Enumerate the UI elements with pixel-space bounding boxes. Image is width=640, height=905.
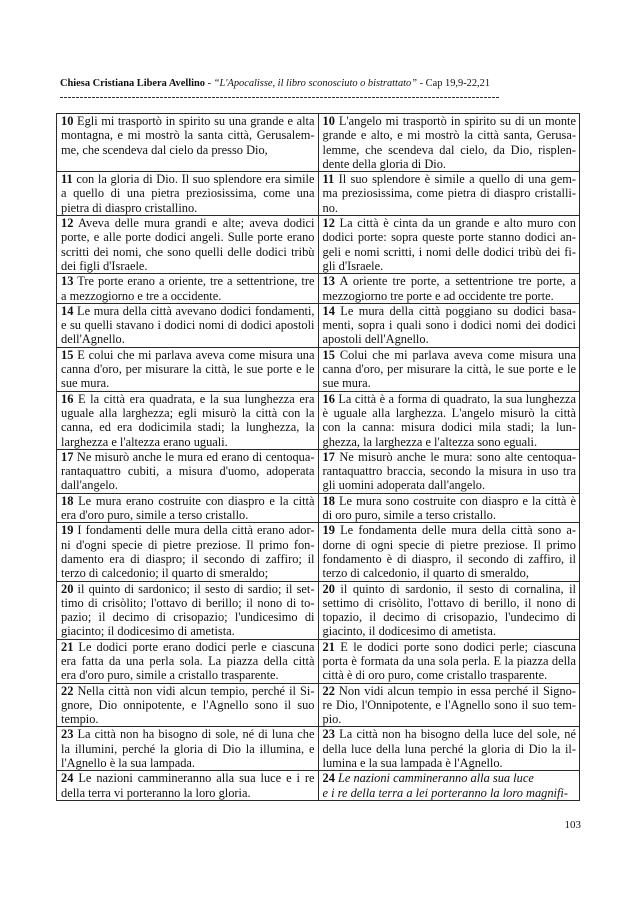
- verse-line: [61, 640, 315, 654]
- verse-line: [61, 348, 315, 362]
- verse-line: [323, 786, 577, 800]
- verse-line: [323, 201, 577, 215]
- verse-row: [57, 172, 580, 216]
- verse-cell-right: [318, 727, 580, 771]
- header-divider: [60, 97, 500, 98]
- verse-text: ma preziosissima, come pietra di diaspro cristalli-: [322, 186, 576, 201]
- verse-cell-left: [57, 683, 319, 727]
- verse-line: [61, 582, 315, 596]
- verse-text: canna d'oro, per misurare la città, le sue porte e le: [322, 362, 576, 377]
- verse-line: [323, 464, 577, 478]
- verse-line: [61, 435, 315, 449]
- verse-line: [323, 523, 577, 537]
- verse-text: con la canna: misura dodici mila stadi; la lun-: [322, 420, 576, 435]
- verse-line: [323, 508, 577, 522]
- verse-row: [57, 727, 580, 771]
- verse-text: timo di crisòlito; l'ottavo di berillo; il nono di to-: [61, 595, 315, 610]
- verse-line: [61, 392, 315, 406]
- verse-line: [61, 230, 315, 244]
- verse-text: l'Agnello è la sua lampada.: [61, 756, 196, 771]
- verse-cell-right: [318, 274, 580, 304]
- verse-line: [61, 523, 315, 537]
- verse-text: I fondamenti delle mura della città erano ador-: [77, 523, 315, 538]
- verse-line: [61, 420, 315, 434]
- verse-text: settimo di crisòlito, l'ottavo di berillo, il nono di: [322, 595, 576, 610]
- verse-text: pietra di diaspro cristallino.: [61, 200, 198, 215]
- verse-number: 23: [61, 727, 74, 742]
- verse-line: [61, 114, 315, 128]
- verse-line: [323, 392, 577, 406]
- verse-text: no.: [322, 200, 338, 215]
- verse-text: Le mura sono costruite con diaspro e la città è: [338, 493, 576, 508]
- verse-line: [323, 698, 577, 712]
- verse-row: [57, 114, 580, 172]
- verse-cell-left: [57, 727, 319, 771]
- verse-text: ni d'ogni specie di pietre preziose. Il primo fon-: [61, 537, 315, 552]
- verse-text: a quello di una pietra preziosissima, come una: [61, 186, 315, 201]
- verse-text: e su quelli stavano i dodici nomi di dodici apostoli: [61, 318, 315, 333]
- verse-line: [323, 289, 577, 303]
- verse-cell-left: [57, 216, 319, 274]
- verse-line: [323, 640, 577, 654]
- verse-row: [57, 347, 580, 391]
- verse-text: E la città era quadrata, e la sua lunghezza era: [78, 391, 315, 406]
- verse-text: Le mura della città avevano dodici fondamenti,: [77, 303, 315, 318]
- verse-cell-right: [318, 216, 580, 274]
- verse-text: E le dodici porte sono dodici perle; ciascuna: [340, 639, 576, 654]
- verse-text: canna, ed era dodicimila stadi; la lunghezza, la: [61, 420, 315, 435]
- header-chapter: - Cap 19,9-22,21: [419, 78, 491, 89]
- verse-line: [323, 450, 577, 464]
- verse-line: [61, 727, 315, 741]
- verse-number: 14: [322, 303, 335, 318]
- verse-row: [57, 303, 580, 347]
- verse-line: [61, 274, 315, 288]
- verse-text: Tre porte erano a oriente, tre a settentrione, tre: [77, 274, 315, 289]
- verse-text: La città non ha bisogno di sole, né di luna che: [77, 727, 315, 742]
- verse-text: sue mura.: [61, 376, 110, 391]
- verse-line: [323, 420, 577, 434]
- verse-line: [323, 742, 577, 756]
- verse-text: menti, sopra i quali sono i dodici nomi dei dodici: [322, 318, 576, 333]
- verse-text: dall'angelo.: [61, 478, 118, 493]
- verse-text: A oriente tre porte, a settentrione tre porte, a: [339, 274, 576, 289]
- verse-number: 18: [322, 493, 335, 508]
- verse-table-body: [57, 114, 580, 801]
- verse-text: dell'Agnello.: [61, 332, 125, 347]
- verse-number: 12: [61, 216, 74, 231]
- verse-text: gli d'Israele.: [322, 258, 384, 273]
- verse-number: 13: [322, 274, 335, 289]
- verse-line: [61, 552, 315, 566]
- verse-text: canna d'oro, per misurare la città, le sue porte e le: [61, 362, 315, 377]
- verse-number: 16: [322, 391, 335, 406]
- verse-text: Ne misurò anche le mura: sono alte centoqua-: [339, 449, 576, 464]
- verse-line: [323, 230, 577, 244]
- verse-cell-right: [318, 303, 580, 347]
- verse-line: [323, 318, 577, 332]
- verse-line: [61, 216, 315, 230]
- verse-text: Non vidi alcun tempio in essa perché il Signo-: [338, 683, 576, 698]
- verse-number: 19: [322, 523, 335, 538]
- verse-text: gnore, Dio onnipotente, e l'Agnello sono il suo: [61, 697, 315, 712]
- verse-cell-left: [57, 771, 319, 801]
- verse-line: [323, 362, 577, 376]
- verse-text: di oro puro, simile a terso cristallo.: [322, 508, 496, 523]
- verse-line: [61, 376, 315, 390]
- verse-text: pio.: [322, 712, 342, 727]
- verse-number: 12: [322, 216, 335, 231]
- verse-number: 16: [61, 391, 74, 406]
- verse-line: [323, 245, 577, 259]
- page-number: 103: [564, 819, 581, 831]
- verse-text: fondamento è di diaspro, il secondo di zaffiro, il: [322, 551, 576, 566]
- verse-line: [323, 610, 577, 624]
- verse-text: il quinto di sardonio, il sesto di cornalina, il: [340, 581, 576, 596]
- verse-line: [61, 654, 315, 668]
- verse-line: [61, 406, 315, 420]
- verse-text: Aveva delle mura grandi e alte; aveva dodici: [78, 216, 315, 231]
- verse-line: [323, 259, 577, 273]
- verse-text: era d'oro puro, simile a terso cristallo.: [61, 508, 249, 523]
- verse-line: [61, 478, 315, 492]
- verse-line: [323, 348, 577, 362]
- verse-line: [61, 332, 315, 346]
- header-organization: Chiesa Cristiana Libera Avellino: [60, 78, 205, 89]
- verse-text: mezzogiorno tre porte e ad occidente tre porte.: [322, 288, 554, 303]
- verse-line: [61, 668, 315, 682]
- verse-text: apostoli dell'Agnello.: [322, 332, 429, 347]
- verse-line: [323, 494, 577, 508]
- verse-text: ghezza, la larghezza e l'altezza sono eguali.: [322, 434, 538, 449]
- verse-line: [323, 304, 577, 318]
- verse-line: [61, 624, 315, 638]
- verse-line: [61, 318, 315, 332]
- verse-text: Ne misurò anche le mura ed erano di centoqua-: [76, 449, 315, 464]
- verse-text: Le nazioni cammineranno alla sua luce: [338, 771, 534, 786]
- verse-text: sue mura.: [322, 376, 371, 391]
- header-book-title: “L'Apocalisse, il libro sconosciuto o bistrattato”: [213, 78, 418, 89]
- verse-cell-left: [57, 581, 319, 639]
- verse-number: 11: [322, 172, 335, 187]
- verse-number: 13: [61, 274, 74, 289]
- verse-number: 17: [61, 449, 74, 464]
- verse-row: [57, 274, 580, 304]
- verse-text: terzo di calcedonio, il quarto di smeraldo,: [322, 566, 529, 581]
- verse-line: [323, 157, 577, 171]
- verse-line: [323, 186, 577, 200]
- verse-text: lemme, che scendeva dal cielo, da Dio, risplen-: [322, 142, 576, 157]
- verse-line: [61, 201, 315, 215]
- verse-text: lumina e la sua lampada è l'Agnello.: [322, 756, 503, 771]
- verse-cell-right: [318, 771, 580, 801]
- running-header: [60, 78, 490, 90]
- verse-text: il quinto di sardonico; il sesto di sardio; il set-: [77, 581, 315, 596]
- verse-line: [61, 464, 315, 478]
- verse-row: [57, 493, 580, 523]
- verse-text: E colui che mi parlava aveva come misura una: [77, 347, 315, 362]
- verse-text: Colui che mi parlava aveva come misura una: [339, 347, 576, 362]
- verse-line: [323, 771, 577, 785]
- verse-text: terzo di calcedonio; il quarto di smeraldo;: [61, 566, 269, 581]
- verse-text: della luce della luna perché la gloria di Dio la il-: [322, 741, 576, 756]
- verse-line: [61, 494, 315, 508]
- verse-number: 21: [61, 639, 74, 654]
- verse-number: 15: [61, 347, 74, 362]
- verse-cell-left: [57, 639, 319, 683]
- verse-comparison-table: [56, 113, 580, 801]
- verse-line: [323, 712, 577, 726]
- verse-text: grande e alto, e mi mostrò la città santa, Gerusa-: [322, 128, 576, 143]
- verse-line: [61, 186, 315, 200]
- verse-text: dodici porte: sopra queste porte stanno dodici an-: [322, 230, 576, 245]
- verse-text: L'angelo mi trasportò in spirito su di un monte: [338, 114, 576, 128]
- verse-row: [57, 523, 580, 581]
- verse-number: 19: [61, 523, 74, 538]
- header-separator: -: [207, 78, 212, 89]
- verse-line: [323, 596, 577, 610]
- verse-line: [323, 566, 577, 580]
- verse-number: 18: [61, 493, 74, 508]
- verse-text: Egli mi trasportò in spirito su una grande e alta: [77, 114, 315, 128]
- verse-number: 24: [322, 771, 335, 786]
- verse-line: [323, 128, 577, 142]
- verse-line: [323, 274, 577, 288]
- verse-text: me, che scendeva dal cielo da presso Dio,: [61, 142, 268, 157]
- verse-text: larghezza e l'altezza erano uguali.: [61, 434, 228, 449]
- verse-text: porte, e alle porte dodici angeli. Sulle porte erano: [61, 230, 315, 245]
- verse-text: era d'oro puro, simile a cristallo trasparente.: [61, 668, 279, 683]
- verse-line: [61, 245, 315, 259]
- verse-line: [61, 538, 315, 552]
- verse-cell-left: [57, 493, 319, 523]
- verse-cell-left: [57, 303, 319, 347]
- verse-cell-right: [318, 493, 580, 523]
- verse-line: [61, 362, 315, 376]
- verse-line: [61, 566, 315, 580]
- verse-line: [323, 654, 577, 668]
- verse-line: [323, 552, 577, 566]
- verse-text: rantaquattro cubiti, a misura d'uomo, adoperata: [61, 464, 315, 479]
- verse-line: [61, 259, 315, 273]
- verse-text: gli uomini adoperata dall'angelo.: [322, 478, 486, 493]
- verse-line: [61, 508, 315, 522]
- verse-line: [323, 216, 577, 230]
- verse-cell-right: [318, 449, 580, 493]
- verse-text: dei figli d'Israele.: [61, 258, 148, 273]
- verse-text: La città è a forma di quadrato, la sua lunghezza: [338, 391, 576, 406]
- verse-line: [323, 756, 577, 770]
- verse-number: 22: [322, 683, 335, 698]
- verse-row: [57, 771, 580, 801]
- verse-text: della terra vi porteranno la loro gloria.: [61, 785, 251, 800]
- verse-line: [323, 727, 577, 741]
- verse-number: 24: [61, 771, 74, 786]
- verse-line: [61, 143, 315, 157]
- verse-row: [57, 581, 580, 639]
- verse-line: [61, 128, 315, 142]
- verse-text: La città è cinta da un grande e alto muro con: [339, 216, 576, 231]
- verse-cell-right: [318, 523, 580, 581]
- verse-cell-right: [318, 581, 580, 639]
- verse-cell-right: [318, 114, 580, 172]
- verse-text: Le mura della città poggiano su dodici basa-: [340, 303, 576, 318]
- verse-line: [61, 786, 315, 800]
- verse-line: [61, 289, 315, 303]
- verse-text: topazio, il decimo di crisopazio, l'undecimo di: [322, 610, 576, 625]
- verse-text: uguale alla larghezza; egli misurò la città con la: [61, 405, 315, 420]
- verse-text: Le dodici porte erano dodici perle e ciascuna: [78, 639, 315, 654]
- verse-line: [323, 684, 577, 698]
- verse-text: Nella città non vidi alcun tempio, perché il Si-: [77, 683, 315, 698]
- verse-text: città è di oro puro, come cristallo trasparente.: [322, 668, 548, 683]
- verse-row: [57, 683, 580, 727]
- verse-line: [61, 712, 315, 726]
- verse-text: è uguale alla larghezza. L'angelo misurò la città: [322, 405, 576, 420]
- verse-cell-right: [318, 683, 580, 727]
- verse-line: [323, 406, 577, 420]
- verse-line: [323, 143, 577, 157]
- verse-number: 10: [61, 114, 74, 128]
- verse-cell-right: [318, 391, 580, 449]
- verse-cell-left: [57, 391, 319, 449]
- verse-line: [61, 742, 315, 756]
- verse-text: a mezzogiorno e tre a occidente.: [61, 288, 222, 303]
- verse-text: era fatta da una perla sola. La piazza della città: [61, 653, 315, 668]
- verse-line: [61, 771, 315, 785]
- verse-number: 17: [322, 449, 335, 464]
- verse-text: damento era di diaspro; il secondo di zaffiro; il: [61, 551, 315, 566]
- verse-text: Le nazioni cammineranno alla sua luce e i re: [78, 771, 315, 786]
- verse-text: dorne di ogni specie di pietre preziose. Il primo: [322, 537, 576, 552]
- verse-text: tempio.: [61, 712, 99, 727]
- verse-row: [57, 449, 580, 493]
- verse-text: giacinto; il dodicesimo di ametista.: [61, 624, 235, 639]
- verse-line: [323, 668, 577, 682]
- verse-text: re Dio, l'Onnipotente, e l'Agnello sono il suo tem-: [322, 697, 576, 712]
- verse-row: [57, 391, 580, 449]
- verse-line: [61, 596, 315, 610]
- verse-cell-left: [57, 274, 319, 304]
- verse-line: [61, 684, 315, 698]
- verse-cell-left: [57, 523, 319, 581]
- verse-text: La città non ha bisogno della luce del sole, né: [339, 727, 576, 742]
- verse-number: 11: [61, 172, 73, 187]
- verse-text: pazio; il decimo di crisopazio; l'undicesimo di: [61, 610, 315, 625]
- verse-number: 23: [322, 727, 335, 742]
- verse-number: 21: [322, 639, 335, 654]
- verse-cell-right: [318, 347, 580, 391]
- verse-line: [323, 624, 577, 638]
- verse-row: [57, 216, 580, 274]
- verse-number: 15: [322, 347, 335, 362]
- verse-cell-left: [57, 172, 319, 216]
- verse-text: scritti dei nomi, che sono quelli delle dodici tribù: [61, 244, 315, 259]
- verse-cell-left: [57, 449, 319, 493]
- verse-cell-left: [57, 114, 319, 172]
- verse-text: Il suo splendore è simile a quello di una gem-: [338, 172, 576, 187]
- verse-line: [61, 698, 315, 712]
- verse-number: 20: [322, 581, 335, 596]
- verse-number: 10: [322, 114, 335, 128]
- verse-cell-left: [57, 347, 319, 391]
- verse-text: giacinto, il dodicesimo di ametista.: [322, 624, 496, 639]
- verse-row: [57, 639, 580, 683]
- verse-text: Le fondamenta delle mura della città sono a-: [340, 523, 576, 538]
- verse-line: [61, 756, 315, 770]
- verse-text: dente della gloria di Dio.: [322, 156, 447, 171]
- verse-line: [323, 538, 577, 552]
- verse-cell-right: [318, 172, 580, 216]
- verse-line: [61, 172, 315, 186]
- verse-text: montagna, e mi mostrò la santa città, Gerusalem-: [61, 128, 315, 143]
- verse-text: rantaquattro braccia, secondo la misura in uso tra: [322, 464, 576, 479]
- verse-line: [323, 582, 577, 596]
- verse-line: [323, 172, 577, 186]
- verse-text: porta è formata da una sola perla. E la piazza della: [322, 653, 576, 668]
- verse-text: Le mura erano costruite con diaspro e la città: [78, 493, 315, 508]
- verse-text: e i re della terra a lei porteranno la loro magnifi-: [322, 785, 568, 800]
- verse-cell-right: [318, 639, 580, 683]
- verse-line: [61, 304, 315, 318]
- verse-number: 14: [61, 303, 74, 318]
- verse-line: [323, 435, 577, 449]
- verse-line: [323, 478, 577, 492]
- verse-text: con la gloria di Dio. Il suo splendore era simile: [76, 172, 315, 187]
- verse-line: [323, 114, 577, 128]
- verse-number: 20: [61, 581, 74, 596]
- verse-number: 22: [61, 683, 74, 698]
- verse-line: [323, 376, 577, 390]
- verse-line: [323, 332, 577, 346]
- verse-line: [61, 610, 315, 624]
- verse-line: [61, 450, 315, 464]
- verse-text: la illumini, perché la gloria di Dio la illumina, e: [61, 741, 315, 756]
- verse-text: geli e nomi scritti, i nomi delle dodici tribù dei fi-: [322, 244, 576, 259]
